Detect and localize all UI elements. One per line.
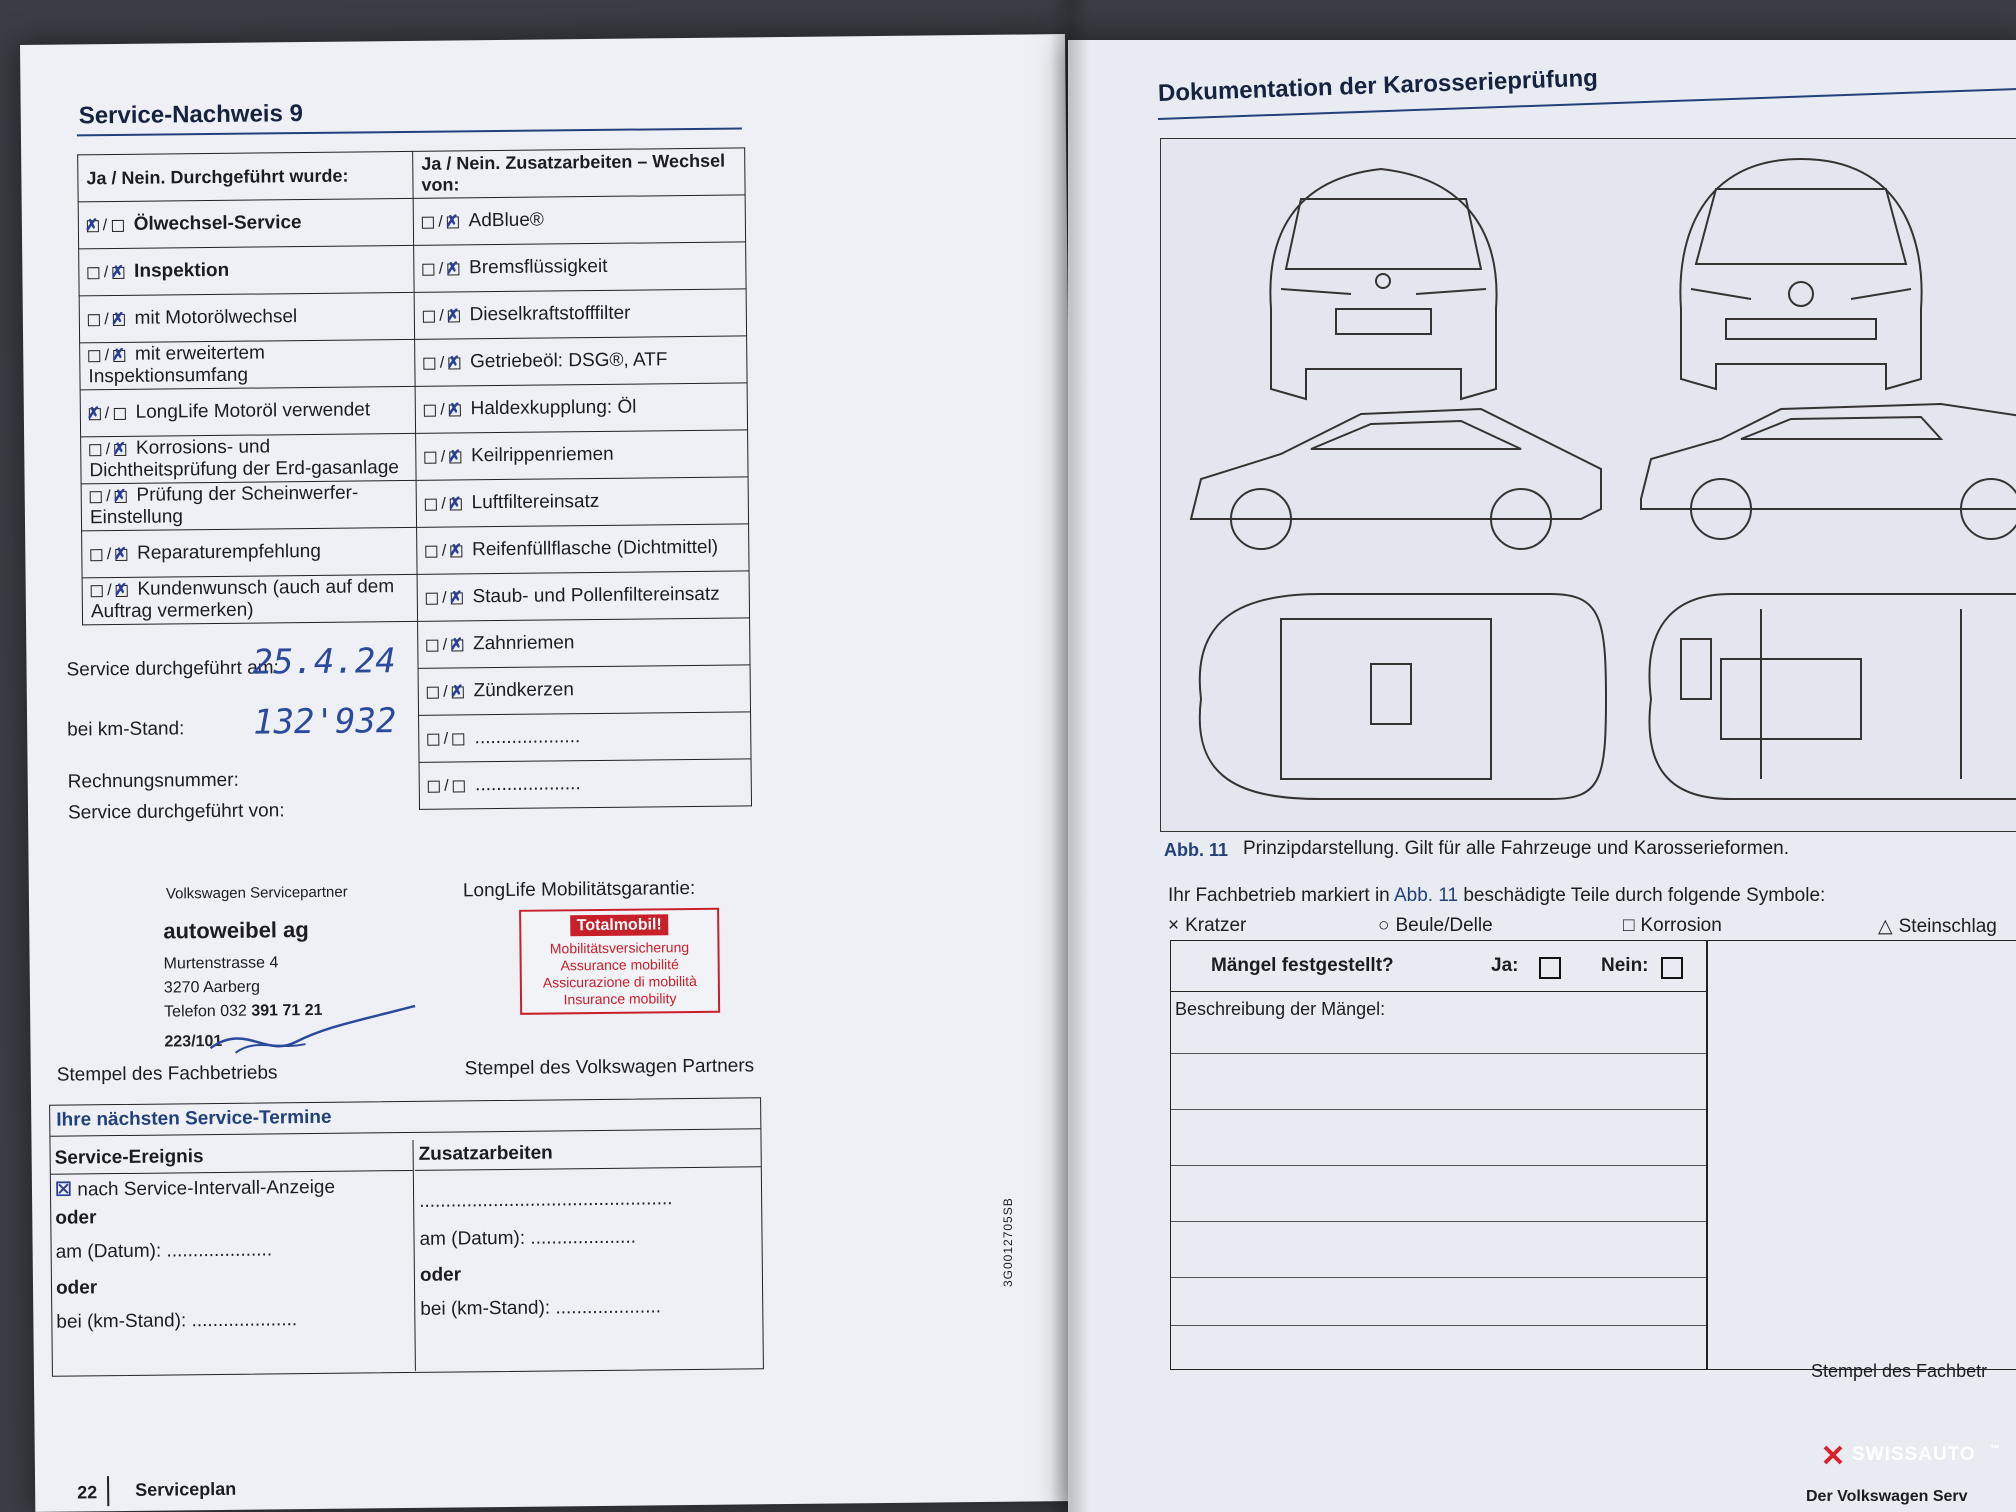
legend-label: Kratzer	[1185, 915, 1247, 936]
signature-icon	[205, 1001, 426, 1063]
right-item-cell	[415, 336, 747, 386]
slash-separator: /	[102, 546, 116, 564]
defects-description-label: Beschreibung der Mängel:	[1175, 999, 1386, 1019]
service-date-label: Service durchgeführt am:	[66, 657, 279, 681]
left-item-label: Reparaturempfehlung	[136, 540, 321, 564]
ja-checkbox[interactable]	[427, 686, 439, 698]
ja-checkbox[interactable]	[427, 733, 439, 745]
next-col1	[51, 1140, 416, 1375]
stamp-handwritten-number: 223/101	[164, 1032, 223, 1051]
ja-checkbox[interactable]	[423, 357, 435, 369]
right-item-label: ....................	[475, 773, 581, 796]
left-item-cell	[82, 574, 417, 625]
stamp-city: 3270 Aarberg	[163, 978, 261, 997]
left-ja-nein-checkboxes[interactable]	[86, 403, 126, 423]
slash-separator: /	[434, 260, 448, 278]
checklist-row	[79, 289, 746, 343]
right-ja-nein-checkboxes[interactable]	[426, 587, 463, 607]
ja-label: Ja:	[1491, 955, 1519, 976]
left-item-cell	[81, 480, 416, 531]
ja-checkbox[interactable]	[425, 498, 437, 510]
right-ja-nein-checkboxes[interactable]	[427, 681, 464, 701]
car-front-view-icon	[1680, 159, 1921, 389]
stamp-phone-number: 391 71 21	[251, 1001, 323, 1020]
right-item-label: Reifenfüllflasche (Dichtmittel)	[471, 536, 719, 561]
right-ja-nein-checkboxes[interactable]	[424, 446, 461, 466]
instruction-ref: Abb. 11	[1393, 885, 1459, 906]
oder-label: oder	[419, 1264, 462, 1286]
left-item-label: Prüfung der Scheinwerfer-Einstellung	[89, 482, 359, 529]
checklist-row	[80, 383, 747, 437]
slash-separator: /	[99, 311, 114, 329]
nein-checkbox[interactable]	[114, 408, 126, 420]
left-ja-nein-checkboxes[interactable]	[90, 544, 127, 564]
totalmobil-line: Assicurazione di mobilità	[542, 972, 697, 991]
doc-code: 3G0012705SB	[1001, 1197, 1015, 1287]
stamp-phone-prefix: Telefon 032	[164, 1002, 247, 1021]
right-item-cell	[419, 759, 751, 809]
next-col1-header: Service-Ereignis	[51, 1140, 413, 1175]
right-item-label: Zündkerzen	[473, 679, 574, 702]
right-footer: Der Volkswagen Serv	[1806, 1488, 1968, 1505]
next-km-label: bei (km-Stand): ....................	[56, 1309, 298, 1333]
nein-checkbox[interactable]	[453, 780, 465, 792]
instruction-text	[1168, 885, 1825, 907]
slash-separator: /	[436, 495, 451, 513]
col1-header: Ja / Nein. Durchgeführt wurde:	[78, 151, 413, 202]
right-ja-nein-checkboxes[interactable]	[424, 399, 461, 419]
nein-check-mark-icon: ✗	[447, 401, 461, 419]
next-date-label: am (Datum): ....................	[55, 1239, 273, 1263]
next-interval-row	[51, 1171, 413, 1206]
checklist-row	[82, 524, 749, 578]
legend-symbol-icon: △	[1878, 916, 1893, 937]
checklist-row	[82, 571, 749, 625]
nein-check-mark-icon: ✗	[445, 213, 459, 231]
right-item-label: Staub- und Pollenfiltereinsatz	[472, 583, 720, 608]
slash-separator: /	[438, 636, 452, 654]
right-ja-nein-checkboxes[interactable]	[423, 305, 460, 325]
nein-checkbox[interactable]	[453, 733, 465, 745]
left-item-cell	[80, 339, 415, 390]
legend-label: Steinschlag	[1898, 916, 1997, 937]
figure-label: Abb. 11	[1164, 840, 1229, 860]
footer-divider	[107, 1476, 109, 1506]
nein-checkbox[interactable]	[112, 220, 124, 232]
nein-check-mark-icon: ✗	[450, 683, 464, 701]
right-ja-nein-checkboxes[interactable]	[422, 211, 459, 231]
slash-separator: /	[98, 217, 112, 235]
right-item-label: ....................	[474, 726, 581, 749]
ja-checkbox[interactable]	[91, 585, 103, 597]
right-item-cell	[418, 665, 750, 715]
nein-check-mark-icon: ✗	[446, 354, 461, 372]
checklist-row	[81, 477, 748, 531]
nein-checkbox[interactable]	[1661, 957, 1683, 979]
car-rear-view-icon	[1270, 169, 1496, 399]
car-top-view-icon	[1200, 594, 1606, 799]
slash-separator: /	[435, 354, 449, 372]
right-item-cell	[417, 524, 749, 574]
legend-symbol-icon: ○	[1378, 915, 1390, 936]
ja-checkbox[interactable]	[428, 780, 440, 792]
left-item-cell	[81, 433, 416, 484]
nein-check-mark-icon: ✗	[113, 545, 128, 564]
slash-separator: /	[101, 441, 115, 459]
slash-separator: /	[439, 777, 454, 795]
right-item-cell	[419, 712, 751, 762]
next-col2-date: am (Datum): ....................	[419, 1226, 637, 1250]
instruction-prefix: Ihr Fachbetrieb markiert in	[1168, 885, 1390, 906]
nein-check-mark-icon: ✗	[113, 581, 128, 600]
stamp-vw-partner-label: Stempel des Volkswagen Partners	[464, 1055, 755, 1080]
stamp-fachbetrieb-label: Stempel des Fachbetriebs	[56, 1062, 278, 1086]
right-item-label: AdBlue®	[468, 209, 545, 232]
right-item-label: Keilrippenriemen	[470, 443, 614, 467]
nein-label: Nein:	[1601, 955, 1649, 976]
checklist-row	[81, 430, 748, 484]
ja-checkbox[interactable]	[424, 404, 436, 416]
left-ja-nein-checkboxes[interactable]	[88, 345, 125, 365]
ja-checkbox[interactable]	[422, 216, 434, 228]
slash-separator: /	[99, 264, 113, 282]
right-page-title: Dokumentation der Karosserieprüfung	[1157, 64, 1599, 107]
slash-separator: /	[102, 582, 117, 600]
slash-separator: /	[438, 683, 453, 701]
slash-separator: /	[437, 589, 452, 607]
stamp-street: Murtenstrasse 4	[163, 954, 279, 973]
ja-checkbox[interactable]	[88, 314, 100, 326]
ja-check-mark-icon: ✗	[86, 405, 101, 423]
slash-separator: /	[100, 405, 114, 423]
legend-item	[1168, 915, 1246, 937]
ja-check-mark-icon: ✗	[84, 217, 99, 235]
ja-checkbox[interactable]	[426, 592, 438, 604]
defects-header	[1171, 941, 1706, 992]
left-item-label: Kundenwunsch (auch auf dem Auftrag vermerken)	[90, 576, 395, 623]
right-item-label: Dieselkraftstofffilter	[469, 302, 631, 326]
legend-symbol-icon: ×	[1168, 915, 1180, 936]
defects-stamp-label: Stempel des Fachbetr	[1811, 1361, 1988, 1381]
book-gutter	[1050, 0, 1090, 1512]
nein-check-mark-icon: ✗	[449, 589, 463, 607]
next-interval-label: nach Service-Intervall-Anzeige	[77, 1176, 336, 1201]
left-item-cell	[79, 245, 414, 296]
right-item-label: Luftfiltereinsatz	[471, 490, 600, 514]
ja-checkbox[interactable]	[423, 310, 435, 322]
checklist-row	[80, 336, 747, 390]
ja-checkbox[interactable]	[426, 639, 438, 651]
mobility-label: LongLife Mobilitätsgarantie:	[462, 877, 696, 902]
next-col2	[414, 1136, 762, 1371]
nein-check-mark-icon: ✗	[448, 495, 462, 513]
watermark-brand: SWISSAUTO	[1852, 1444, 1976, 1465]
next-col2-km: bei (km-Stand): ....................	[420, 1296, 662, 1320]
legend-item	[1878, 915, 1997, 938]
ja-checkbox[interactable]	[90, 491, 102, 503]
right-item-label: Haldexkupplung: Öl	[470, 396, 637, 420]
next-service-box	[49, 1097, 764, 1376]
col2-header: Ja / Nein. Zusatzarbeiten – Wechsel von:	[413, 148, 745, 198]
slash-separator: /	[436, 448, 450, 466]
left-item-label: Korrosions- und Dichtheitsprüfung der Erd-gasanlage	[89, 436, 400, 482]
right-ja-nein-checkboxes[interactable]	[422, 258, 459, 278]
left-ja-nein-checkboxes[interactable]	[87, 262, 124, 282]
ja-checkbox[interactable]	[88, 350, 100, 362]
car-diagram	[1161, 139, 2016, 831]
instruction-suffix: beschädigte Teile durch folgende Symbole:	[1463, 885, 1826, 906]
nein-check-mark-icon: ✗	[447, 448, 462, 466]
next-dots-line: ................................................	[419, 1188, 673, 1212]
next-col2-header: Zusatzarbeiten	[414, 1136, 760, 1171]
nein-check-mark-icon: ✗	[448, 542, 463, 560]
right-item-cell	[416, 430, 748, 480]
left-item-label: Inspektion	[134, 259, 230, 282]
left-page-title: Service-Nachweis 9	[78, 100, 304, 130]
left-item-cell	[78, 198, 413, 249]
nein-check-mark-icon: ✗	[111, 310, 125, 329]
right-item-cell	[414, 242, 746, 292]
totalmobil-stamp	[519, 908, 720, 1015]
car-underbody-view-icon	[1649, 594, 2016, 799]
left-ja-nein-checkboxes[interactable]	[88, 309, 125, 329]
km-stand-value: 132'932	[252, 701, 397, 743]
oder-label: oder	[55, 1207, 97, 1229]
left-page	[20, 34, 1080, 1512]
right-item-cell	[418, 618, 750, 668]
car-side-view-estate-icon	[1641, 404, 2016, 539]
slash-separator: /	[434, 307, 449, 325]
service-by-label: Service durchgeführt von:	[67, 800, 285, 824]
totalmobil-line: Mobilitätsversicherung	[549, 939, 690, 957]
right-ja-nein-checkboxes[interactable]	[425, 540, 462, 560]
left-ja-nein-checkboxes[interactable]	[89, 439, 126, 459]
swissauto-logo-icon	[1822, 1444, 1844, 1466]
right-page	[1001, 40, 2016, 1512]
right-ja-nein-checkboxes[interactable]	[423, 352, 460, 372]
left-item-label: mit Motorölwechsel	[134, 306, 298, 329]
slash-separator: /	[101, 488, 116, 506]
left-item-label: LongLife Motoröl verwendet	[135, 399, 371, 423]
legend-symbol-icon: □	[1623, 915, 1635, 936]
next-service-title: Ihre nächsten Service-Termine	[50, 1098, 760, 1136]
invoice-number-label: Rechnungsnummer:	[67, 769, 239, 793]
nein-check-mark-icon: ✗	[111, 346, 126, 365]
legend-label: Beule/Delle	[1395, 915, 1493, 936]
interval-check-icon: ☒	[54, 1179, 73, 1201]
nein-check-mark-icon: ✗	[112, 440, 127, 459]
right-item-label: Zahnriemen	[472, 632, 575, 655]
nein-check-mark-icon: ✗	[445, 260, 460, 278]
stamp-partner: Volkswagen Servicepartner	[165, 883, 348, 903]
slash-separator: /	[435, 401, 450, 419]
totalmobil-line: Insurance mobility	[563, 990, 677, 1008]
legend-label: Korrosion	[1640, 915, 1722, 936]
slash-separator: /	[433, 213, 448, 231]
ja-checkbox[interactable]	[422, 263, 434, 275]
right-ja-nein-checkboxes[interactable]	[427, 730, 465, 748]
slash-separator: /	[100, 347, 114, 365]
ja-checkbox[interactable]	[89, 444, 101, 456]
slash-separator: /	[439, 730, 453, 748]
right-item-cell	[413, 195, 745, 245]
defects-question: Mängel festgestellt?	[1211, 955, 1394, 976]
left-item-cell	[79, 292, 414, 343]
left-ja-nein-checkboxes[interactable]	[91, 580, 128, 600]
service-date-value: 25.4.24	[252, 641, 396, 683]
watermark-tm: ™	[1990, 1444, 2001, 1455]
footer-section: Serviceplan	[135, 1478, 237, 1500]
nein-check-mark-icon: ✗	[112, 487, 127, 506]
right-ja-nein-checkboxes[interactable]	[425, 493, 462, 513]
defects-table	[1170, 940, 2016, 1381]
slash-separator: /	[437, 542, 451, 560]
car-side-view-icon	[1191, 409, 1601, 549]
left-ja-nein-checkboxes[interactable]	[84, 215, 124, 235]
nein-check-mark-icon: ✗	[446, 307, 460, 325]
checklist-row	[78, 195, 745, 249]
page-number: 22	[77, 1482, 98, 1503]
totalmobil-line: Assurance mobilité	[560, 956, 679, 974]
right-ja-nein-checkboxes[interactable]	[426, 634, 463, 654]
legend-item	[1623, 915, 1722, 937]
nein-check-mark-icon: ✗	[110, 263, 125, 282]
ja-checkbox[interactable]	[87, 267, 99, 279]
left-item-cell	[82, 527, 417, 578]
right-item-label: Bremsflüssigkeit	[468, 255, 608, 279]
car-diagram-figure	[1160, 138, 2016, 832]
ja-checkbox[interactable]	[1539, 957, 1561, 979]
defects-divider	[1706, 941, 1708, 1369]
legend-item	[1378, 915, 1493, 937]
right-item-label: Getriebeöl: DSG®, ATF	[469, 349, 668, 373]
oder-label: oder	[55, 1277, 98, 1299]
right-item-cell	[414, 289, 746, 339]
left-item-label: Ölwechsel-Service	[133, 212, 302, 235]
left-item-label: mit erweitertem Inspektionsumfang	[88, 342, 265, 388]
ja-checkbox[interactable]	[425, 545, 437, 557]
left-ja-nein-checkboxes[interactable]	[90, 486, 127, 506]
km-stand-label: bei km-Stand:	[67, 718, 185, 741]
right-item-cell	[417, 571, 749, 621]
checklist-row	[79, 242, 746, 296]
right-item-cell	[416, 477, 748, 527]
totalmobil-title: Totalmobil!	[571, 914, 668, 936]
ja-checkbox[interactable]	[90, 549, 102, 561]
right-item-cell	[415, 383, 747, 433]
service-checklist	[77, 147, 752, 813]
left-item-cell	[80, 386, 415, 437]
ja-checkbox[interactable]	[424, 451, 436, 463]
figure-caption: Prinzipdarstellung. Gilt für alle Fahrzeuge und Karosserieformen.	[1243, 838, 1789, 859]
stamp-company: autoweibel ag	[163, 917, 309, 944]
right-ja-nein-checkboxes[interactable]	[428, 777, 466, 795]
nein-check-mark-icon: ✗	[449, 636, 464, 654]
